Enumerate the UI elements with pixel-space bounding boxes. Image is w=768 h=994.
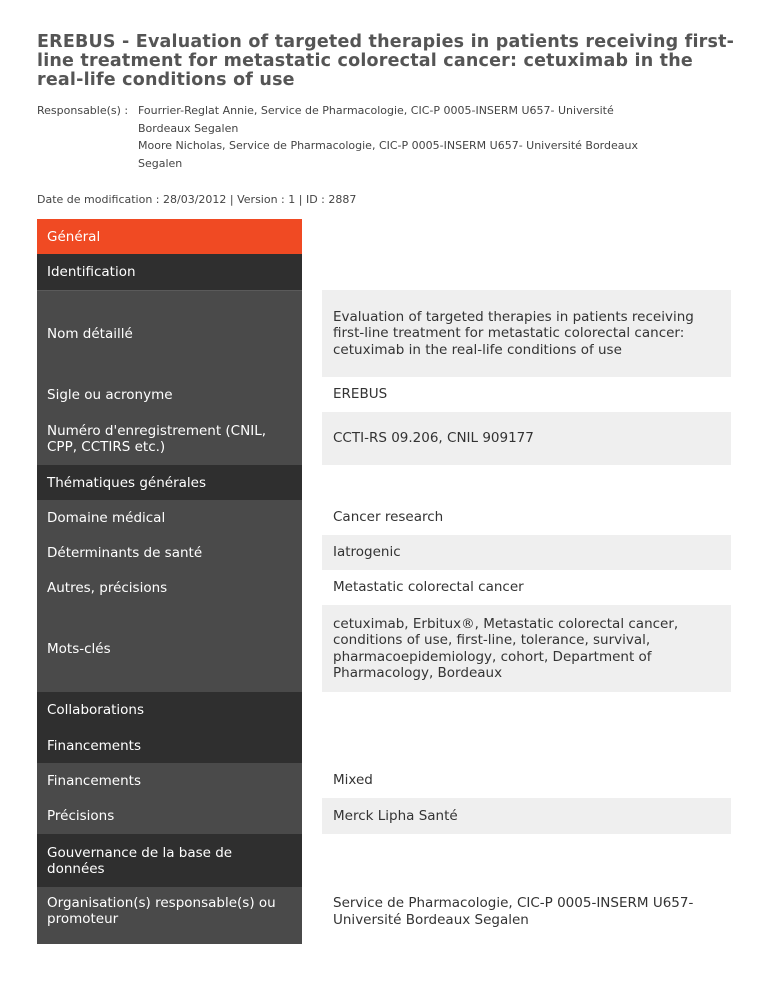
section-identification xyxy=(37,254,731,290)
field-row-financements xyxy=(37,763,731,798)
field-row-sigle xyxy=(37,377,731,412)
field-label: Nom détaillé xyxy=(37,290,302,377)
field-label: Financements xyxy=(37,763,302,798)
section-collaborations xyxy=(37,692,731,728)
field-label: Autres, précisions xyxy=(37,570,302,605)
field-row-determinants xyxy=(37,535,731,570)
responsables-list xyxy=(138,102,728,172)
field-label: Sigle ou acronyme xyxy=(37,377,302,412)
section-gouvernance xyxy=(37,834,731,887)
field-row-nom-detaille xyxy=(37,290,731,377)
field-row-autres xyxy=(37,570,731,605)
field-value: Iatrogenic xyxy=(322,535,731,570)
field-value: CCTI-RS 09.206, CNIL 909177 xyxy=(322,412,731,465)
section-title: Gouvernance de la base de données xyxy=(37,834,302,887)
tab-general[interactable] xyxy=(37,219,731,254)
modification-info: Date de modification : 28/03/2012 | Version : 1 | ID : 2887 xyxy=(37,193,357,206)
field-row-precisions xyxy=(37,798,731,834)
field-value: Service de Pharmacologie, CIC-P 0005-INSERM U657- Université Bordeaux Segalen xyxy=(333,895,694,928)
page-title: EREBUS - Evaluation of targeted therapies in patients receiving first-line treatment for metastatic colorectal cancer: cetuximab in the real-life conditions of use xyxy=(37,32,735,90)
field-value: Cancer research xyxy=(333,509,444,526)
field-value: EREBUS xyxy=(333,386,388,403)
section-title: Collaborations xyxy=(37,692,302,728)
field-label: Mots-clés xyxy=(37,605,302,692)
section-title: Thématiques générales xyxy=(37,465,302,500)
field-row-mots-cles xyxy=(37,605,731,692)
field-row-organisation xyxy=(37,887,731,944)
section-thematiques xyxy=(37,465,731,500)
field-label: Numéro d'enregistrement (CNIL, CPP, CCTIRS etc.) xyxy=(37,412,302,465)
section-title: Financements xyxy=(37,728,302,763)
field-label: Précisions xyxy=(37,798,302,834)
field-label: Déterminants de santé xyxy=(37,535,302,570)
responsable-line: Bordeaux Segalen xyxy=(138,121,239,135)
tab-general-label[interactable]: Général xyxy=(37,219,302,254)
responsables-label: Responsable(s) : xyxy=(37,104,129,117)
field-value: cetuximab, Erbitux®, Metastatic colorectal cancer, conditions of use, first-line, tolerance, survival, pharmacoepidemiology, cohort, Department of Pharmacology, Bordeaux xyxy=(322,605,731,692)
field-value: Mixed xyxy=(333,772,373,789)
field-row-domaine xyxy=(37,500,731,535)
field-label: Organisation(s) responsable(s) ou promoteur xyxy=(37,887,302,944)
field-value: Metastatic colorectal cancer xyxy=(333,579,524,596)
field-value: Merck Lipha Santé xyxy=(322,798,731,834)
section-financements xyxy=(37,728,731,763)
responsable-line: Moore Nicholas, Service de Pharmacologie, CIC-P 0005-INSERM U657- Université Bordeaux xyxy=(138,139,638,152)
responsable-line: Fourrier-Reglat Annie, Service de Pharmacologie, CIC-P 0005-INSERM U657- Université xyxy=(138,104,614,117)
section-title: Identification xyxy=(37,254,302,290)
field-label: Domaine médical xyxy=(37,500,302,535)
responsable-line: Segalen xyxy=(138,156,183,170)
field-value: Evaluation of targeted therapies in patients receiving first-line treatment for metastatic colorectal cancer: cetuximab in the real-life conditions of use xyxy=(322,290,731,377)
field-row-numero xyxy=(37,412,731,465)
record-table xyxy=(37,219,731,944)
